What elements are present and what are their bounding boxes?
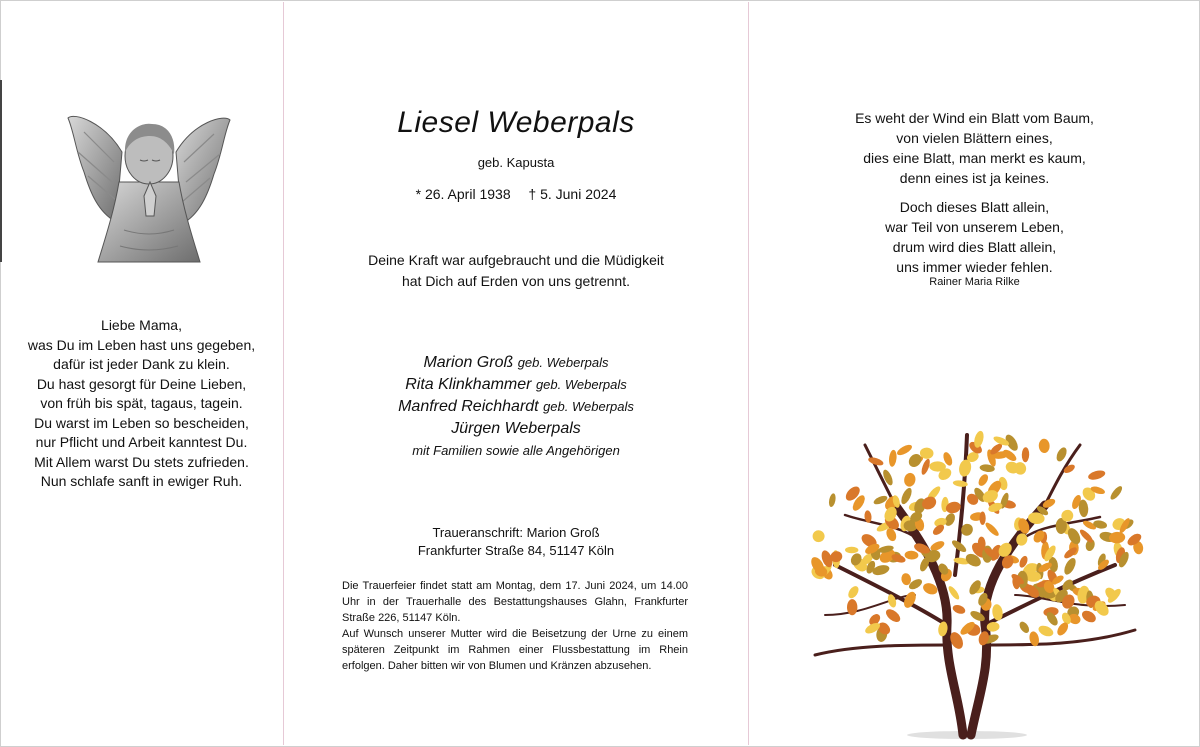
poem-line: Du warst im Leben so bescheiden, [34, 414, 249, 431]
leaf [904, 550, 918, 560]
families-line: mit Familien sowie alle Angehörigen [412, 443, 620, 458]
leaf [980, 512, 986, 525]
poem-line: was Du im Leben hast uns gegeben, [27, 336, 256, 353]
poem-line: Es weht der Wind ein Blatt vom Baum, [855, 110, 1094, 126]
survivor-name: Rita Klinkhammer [405, 376, 532, 393]
quote-line: hat Dich auf Erden von uns getrennt. [401, 273, 631, 289]
poem-line: denn eines ist ja keines. [899, 170, 1050, 186]
leaf [899, 486, 914, 505]
leaf [884, 607, 903, 625]
life-dates [284, 186, 748, 202]
survivor-birth-name: geb. Weberpals [543, 399, 634, 414]
center-panel [284, 0, 748, 747]
leaf [1022, 447, 1030, 462]
poem-line: uns immer wieder fehlen. [896, 259, 1053, 275]
leaf [1055, 446, 1069, 463]
poem-line: dafür ist jeder Dank zu klein. [53, 356, 230, 372]
survivor-birth-name: geb. Weberpals [535, 377, 627, 392]
left-panel [0, 0, 283, 747]
tree-leaves [809, 430, 1145, 651]
poem-line: von früh bis spät, tagaus, tagein. [40, 395, 243, 411]
leaf [977, 473, 990, 488]
leaf [984, 521, 1001, 538]
quote-line: Deine Kraft war aufgebraucht und die Müdigkeit [368, 252, 664, 268]
memorial-quote [284, 250, 748, 292]
leaf [828, 493, 837, 508]
birth-date: * 26. April 1938 [415, 186, 511, 202]
survivor-birth-name: geb. Weberpals [517, 355, 609, 370]
leaf [847, 599, 857, 615]
poem-stanza [749, 108, 1200, 188]
poem-stanza [749, 197, 1200, 277]
leaf [895, 443, 913, 457]
poem-line: Du hast gesorgt für Deine Lieben, [36, 375, 247, 392]
leaf [1018, 620, 1031, 635]
left-poem [0, 316, 283, 492]
survivor-entry [284, 418, 748, 440]
leaf [1037, 624, 1055, 639]
survivors-list [284, 352, 748, 462]
survivor-entry [284, 352, 748, 374]
notice-paragraph: Auf Wunsch unserer Mutter wird die Beisetzung der Urne zu einem späteren Zeitpunkt im Rahmen einer Flussbestattung im Rhein erfolgen. Daher bitten wir von Blumen und Kränzen abzusehen. [342, 628, 688, 672]
leaf [888, 449, 897, 467]
poem-line: drum wird dies Blatt allein, [892, 239, 1057, 255]
poem-line: nur Pflicht und Arbeit kanntest Du. [35, 434, 248, 450]
survivor-entry [284, 396, 748, 418]
leaf [846, 584, 860, 600]
survivor-name: Jürgen Weberpals [451, 420, 581, 437]
death-date: † 5. Juni 2024 [528, 186, 617, 202]
notice-paragraph: Die Trauerfeier findet statt am Montag, dem 17. Juni 2024, um 14.00 Uhr in der Trauerhalle des Bestattungshauses Glahn, Frankfurter Straße 226, 51147 Köln. [342, 580, 688, 624]
leaf [903, 472, 916, 488]
poem-line: Nun schlafe sanft in ewiger Ruh. [40, 473, 243, 489]
funeral-notice [342, 578, 688, 674]
rilke-poem [749, 108, 1200, 277]
poem-line: war Teil von unserem Leben, [885, 219, 1064, 235]
leaf [1078, 528, 1095, 545]
poem-line: Doch dieses Blatt allein, [899, 199, 1050, 215]
leaf [845, 547, 859, 554]
leaf [1062, 556, 1078, 576]
survivor-entry [284, 374, 748, 396]
survivor-name: Manfred Reichhardt [398, 398, 539, 415]
birth-name: geb. Kapusta [477, 155, 555, 170]
autumn-tree-image [795, 425, 1155, 741]
poem-line: Mit Allem warst Du stets zufrieden. [34, 453, 249, 470]
survivor-name: Marion Groß [423, 354, 514, 371]
address-line: Frankfurter Straße 84, 51147 Köln [417, 543, 615, 558]
leaf [1109, 484, 1124, 501]
mourning-address [284, 524, 748, 560]
leaf [1087, 469, 1106, 482]
poem-line: von vielen Blättern eines, [896, 130, 1053, 146]
poem-line: dies eine Blatt, man merkt es kaum, [863, 150, 1086, 166]
leaf [951, 603, 966, 615]
angel-statue-image [64, 112, 234, 264]
address-line: Traueranschrift: Marion Groß [432, 525, 600, 540]
leaf [812, 530, 825, 543]
leaf [1038, 439, 1050, 454]
deceased-name: Liesel Weberpals [397, 106, 635, 139]
poem-line: Liebe Mama, [101, 317, 182, 333]
poem-author: Rainer Maria Rilke [929, 276, 1020, 288]
